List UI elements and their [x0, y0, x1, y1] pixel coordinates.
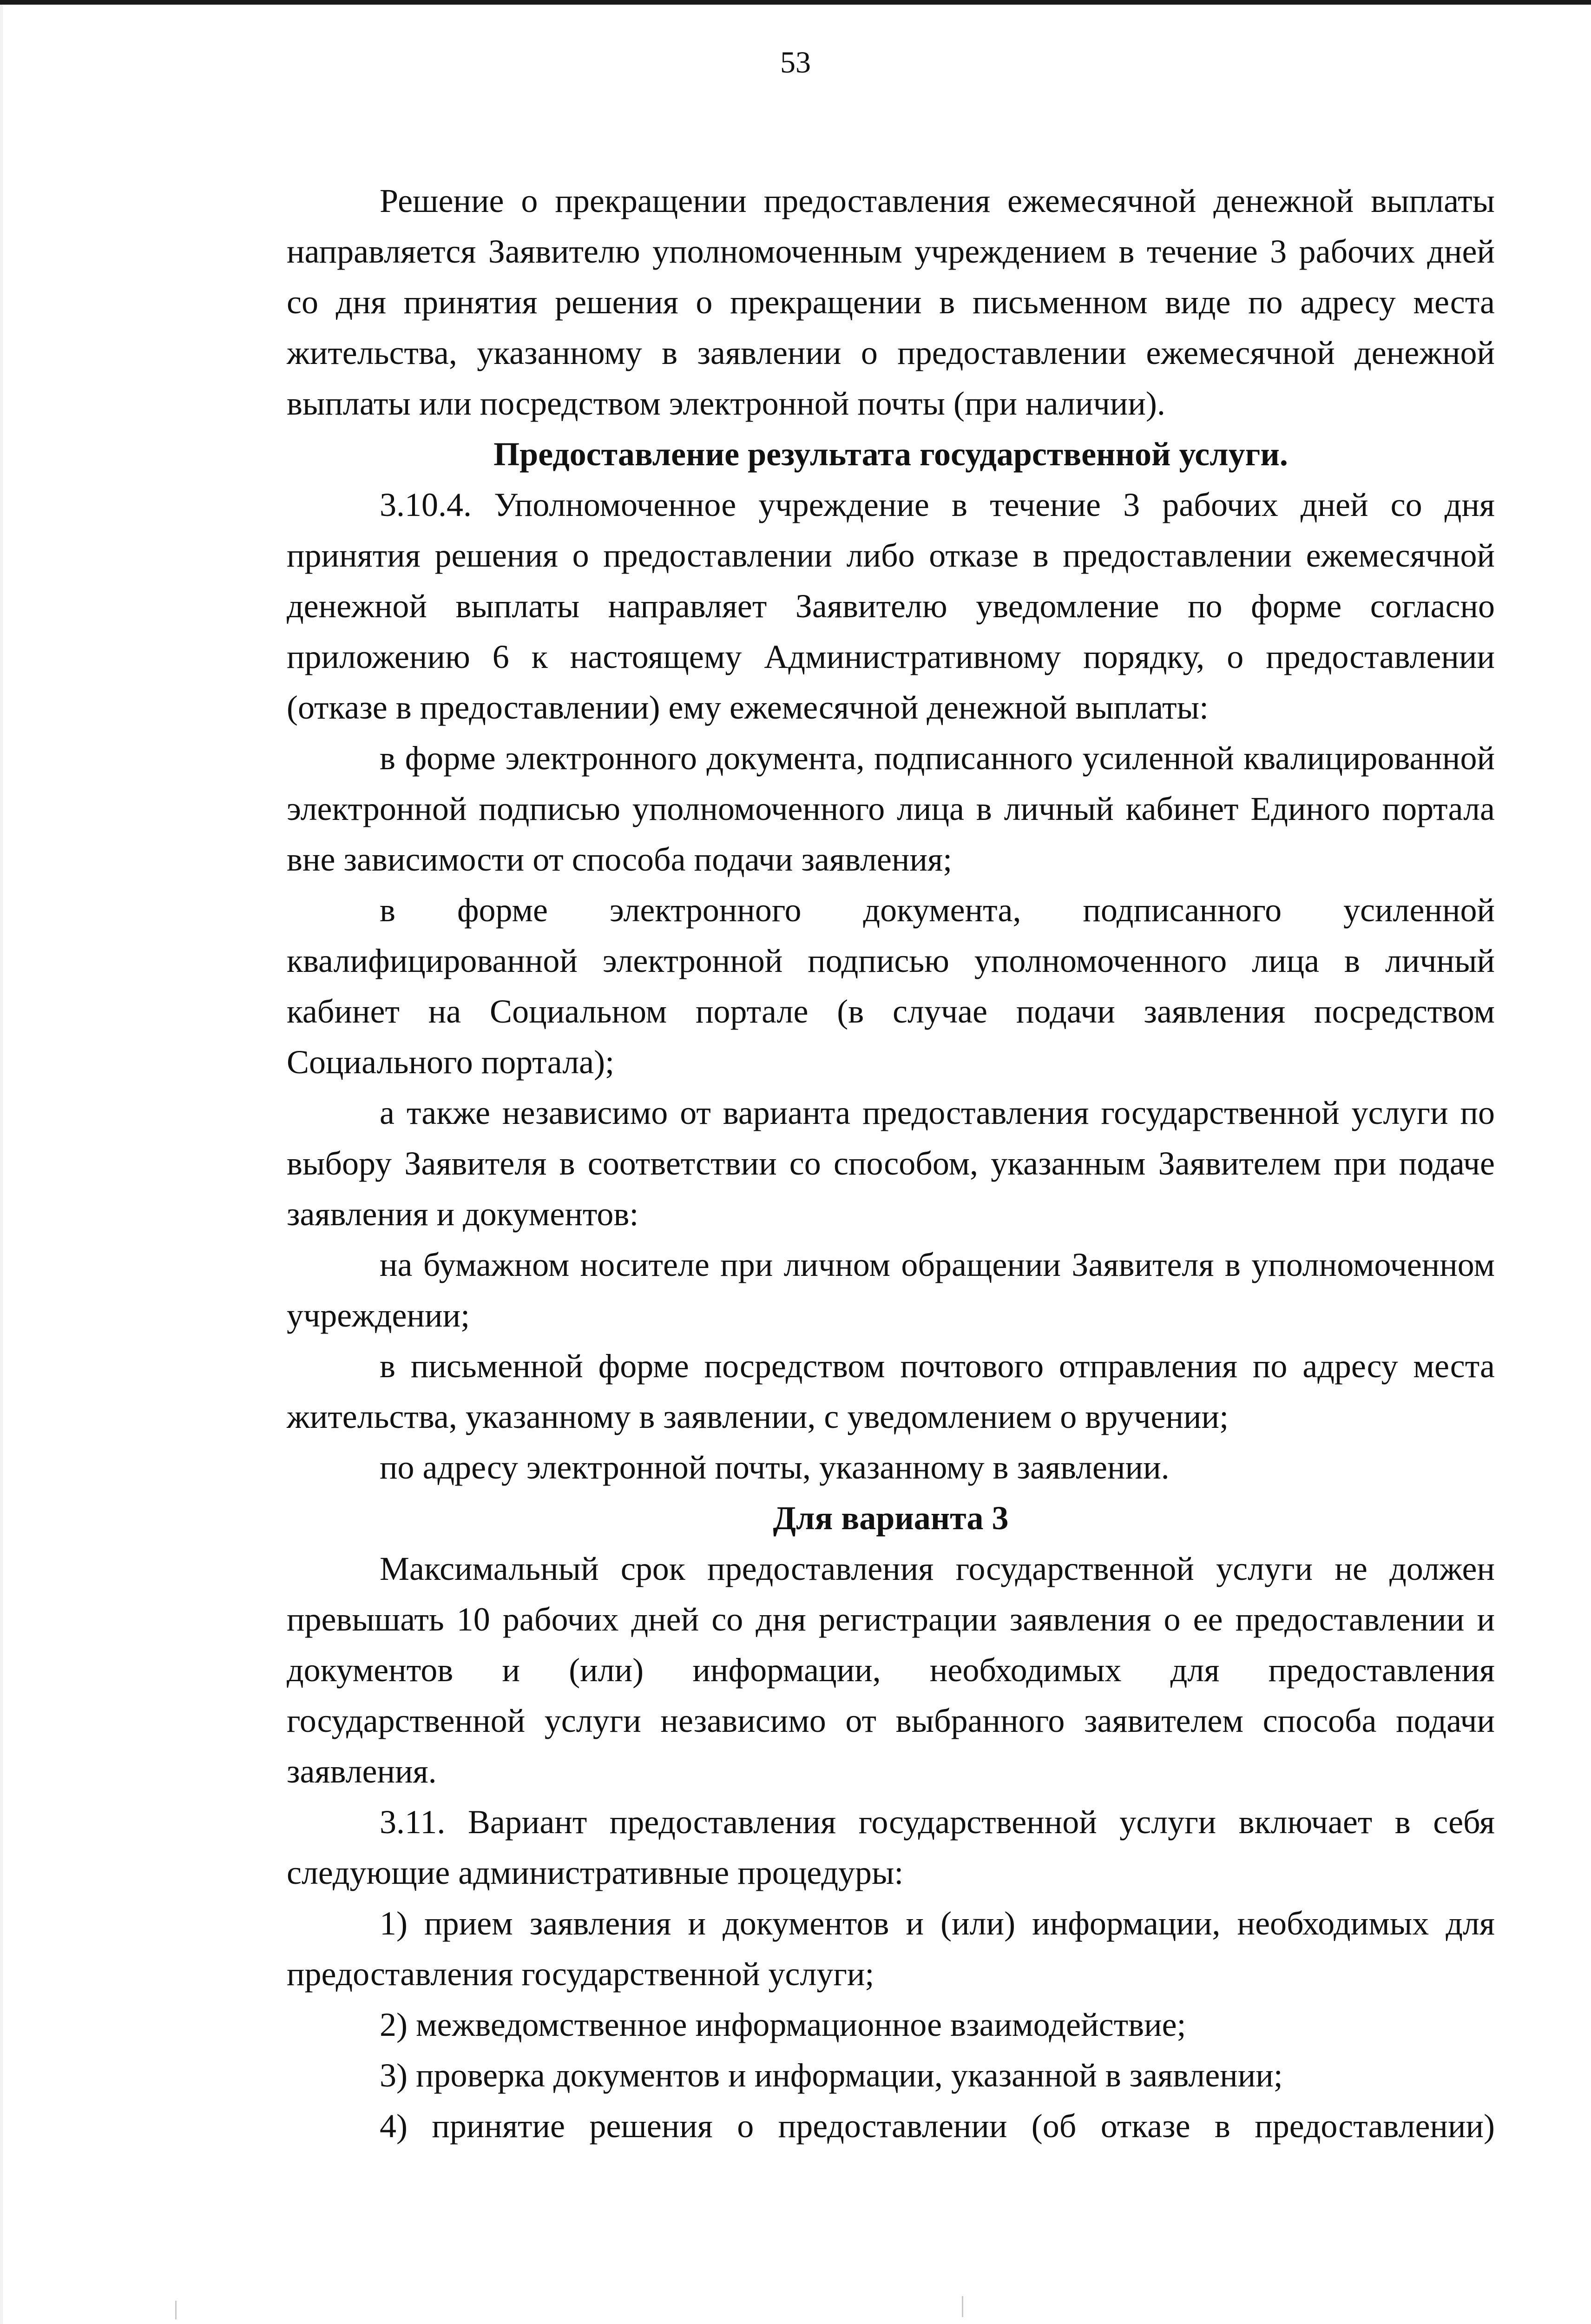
- paragraph-max-term: Максимальный срок предоставления государственной услуги не должен превышать 10 рабочих дней со дня регистрации заявления о ее предоставлении и документов и (или) информации, необходимых для предоставления государственной услуги независимо от выбранного заявителем способа подачи заявления.: [287, 1550, 1495, 1790]
- paragraph-3-11: 3.11. Вариант предоставления государственной услуги включает в себя следующие административные процедуры:: [287, 1803, 1495, 1891]
- procedure-item-1: 1) прием заявления и документов и (или) информации, необходимых для предоставления государственной услуги;: [287, 1905, 1495, 1993]
- list-item-single-portal: в форме электронного документа, подписанного усиленной квалицированной электронной подписью уполномоченного лица в личный кабинет Единого портала вне зависимости от способа подачи заявления;: [287, 739, 1495, 878]
- scan-edge-shadow: [0, 0, 3, 2324]
- section-heading-variant-3: Для варианта 3: [773, 1499, 1009, 1537]
- list-item-email: по адресу электронной почты, указанному в заявлении.: [380, 1449, 1170, 1486]
- paragraph-termination-notice: Решение о прекращении предоставления ежемесячной денежной выплаты направляется Заявителю уполномоченным учреждением в течение 3 рабочих дней со дня принятия решения о прекращении в письменном виде по адресу места жительства, указанному в заявлении о предоставлении ежемесячной денежной выплаты или посредством электронной почты (при наличии).: [287, 182, 1495, 422]
- paragraph-3-10-4: 3.10.4. Уполномоченное учреждение в течение 3 рабочих дней со дня принятия решения о предоставлении либо отказе в предоставлении ежемесячной денежной выплаты направляет Заявителю уведомление по форме согласно приложению 6 к настоящему Административному порядку, о предоставлении (отказе в предоставлении) ему ежемесячной денежной выплаты:: [287, 486, 1495, 726]
- list-item-mail: в письменной форме посредством почтового отправления по адресу места жительства, указанному в заявлении, с уведомлением о вручении;: [287, 1347, 1495, 1435]
- page-number: 53: [780, 46, 811, 79]
- section-heading-result-delivery: Предоставление результата государственной услуги.: [493, 436, 1288, 473]
- procedure-item-4: 4) принятие решения о предоставлении (об отказе в предоставлении): [380, 2107, 1495, 2145]
- list-item-social-portal: в форме электронного документа, подписанного усиленной квалифицированной электронной подписью уполномоченного лица в личный кабинет на Социальном портале (в случае подачи заявления посредством Социального портала);: [287, 891, 1495, 1081]
- procedure-item-3: 3) проверка документов и информации, указанной в заявлении;: [380, 2057, 1283, 2094]
- scan-artifact-mark: [175, 2301, 177, 2319]
- procedure-item-2: 2) межведомственное информационное взаимодействие;: [380, 2006, 1186, 2043]
- document-body: [287, 176, 1495, 2152]
- scan-artifact-mark: [962, 2296, 963, 2317]
- list-item-paper: на бумажном носителе при личном обращении Заявителя в уполномоченном учреждении;: [287, 1246, 1495, 1334]
- top-edge-rule: [0, 0, 1591, 5]
- paragraph-applicant-choice: а также независимо от варианта предоставления государственной услуги по выбору Заявителя в соответствии со способом, указанным Заявителем при подаче заявления и документов:: [287, 1094, 1495, 1233]
